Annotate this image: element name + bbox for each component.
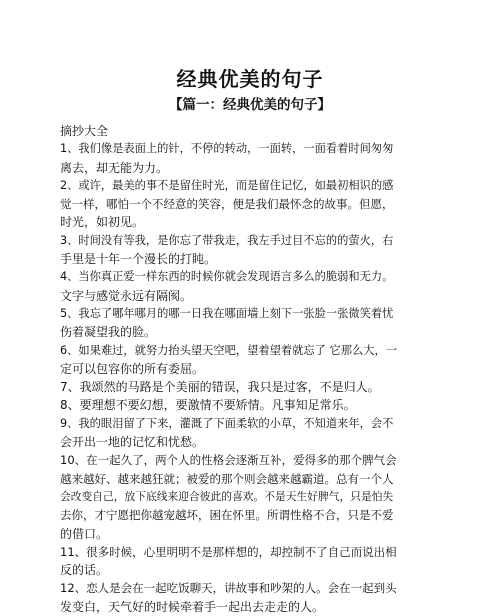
text-line: 发变白，天气好的时候牵着手一起出去走走的人。	[60, 599, 325, 614]
text-line: 11、很多时候，心里明明不是那样想的，却控制不了自己而说出相	[60, 544, 397, 559]
text-line: 4、当你真正爱一样东西的时候你就会发现语言多么的脆弱和无力。	[60, 270, 394, 284]
section-heading: 摘抄大全	[60, 124, 109, 138]
page-title: 经典优美的句子	[176, 67, 324, 91]
text-line: 手里是十年一个漫长的打盹。	[60, 252, 217, 267]
text-line: 2、或许，最美的事不是留住时光，而是留住记忆，如最初相识的感	[60, 178, 394, 192]
text-line: 文字与感觉永远有隔阂。	[60, 288, 193, 303]
text-line: 觉一样，哪怕一个不经意的笑容，便是我们最怀念的故事。但愿，	[60, 197, 394, 212]
section-subtitle: 【篇一：经典优美的句子】	[169, 97, 331, 113]
text-line: 伤着凝望我的脸。	[60, 325, 157, 340]
document-body	[60, 122, 400, 616]
text-line: 的借口。	[60, 526, 109, 541]
text-line: 反的话。	[60, 563, 109, 578]
text-line: 会改变自己，放下底线来迎合彼此的喜欢。不是天生好脾气，只是怕失	[60, 489, 394, 503]
text-line: 3、时间没有等我，是你忘了带我走，我左手过目不忘的的萤火，右	[60, 233, 394, 247]
text-line: 离去，却无能为力。	[60, 160, 169, 175]
text-line: 9、我的眼泪留了下来，灌溉了下面柔软的小草，不知道来年，会不	[60, 416, 394, 430]
text-line: 定可以包容你的所有委屈。	[60, 361, 205, 376]
text-line: 10、在一起久了，两个人的性格会逐渐互补，爱得多的那个脾气会	[60, 453, 397, 468]
text-line: 8、要理想不要幻想，要激情不要矫情。凡事知足常乐。	[60, 398, 356, 413]
text-line: 越来越好、越来越狂就；被爱的那个则会越来越霸道。总有一个人	[60, 471, 394, 486]
text-line: 1、我们像是表面上的针，不停的转动，一面转，一面看着时间匆匆	[60, 142, 394, 156]
text-line: 会开出一地的记忆和忧愁。	[60, 435, 205, 450]
text-line: 时光，如初见。	[60, 215, 145, 230]
text-line: 7、我颂然的马路是个美丽的错误，我只是过客，不是归人。	[60, 380, 380, 395]
text-line: 去你，才宁愿把你越宠越坏，困在怀里。所谓性格不合，只是不爱	[60, 508, 394, 523]
text-line: 5、我忘了哪年哪月的哪一日我在哪面墙上刻下一张脸一张微笑着忧	[60, 306, 394, 320]
text-line: 6、如果难过，就努力抬头望天空吧，望着望着就忘了 它那么大，一	[60, 343, 397, 357]
text-line: 12、恋人是会在一起吃饭聊天，讲故事和吵架的人。会在一起到头	[60, 581, 397, 596]
